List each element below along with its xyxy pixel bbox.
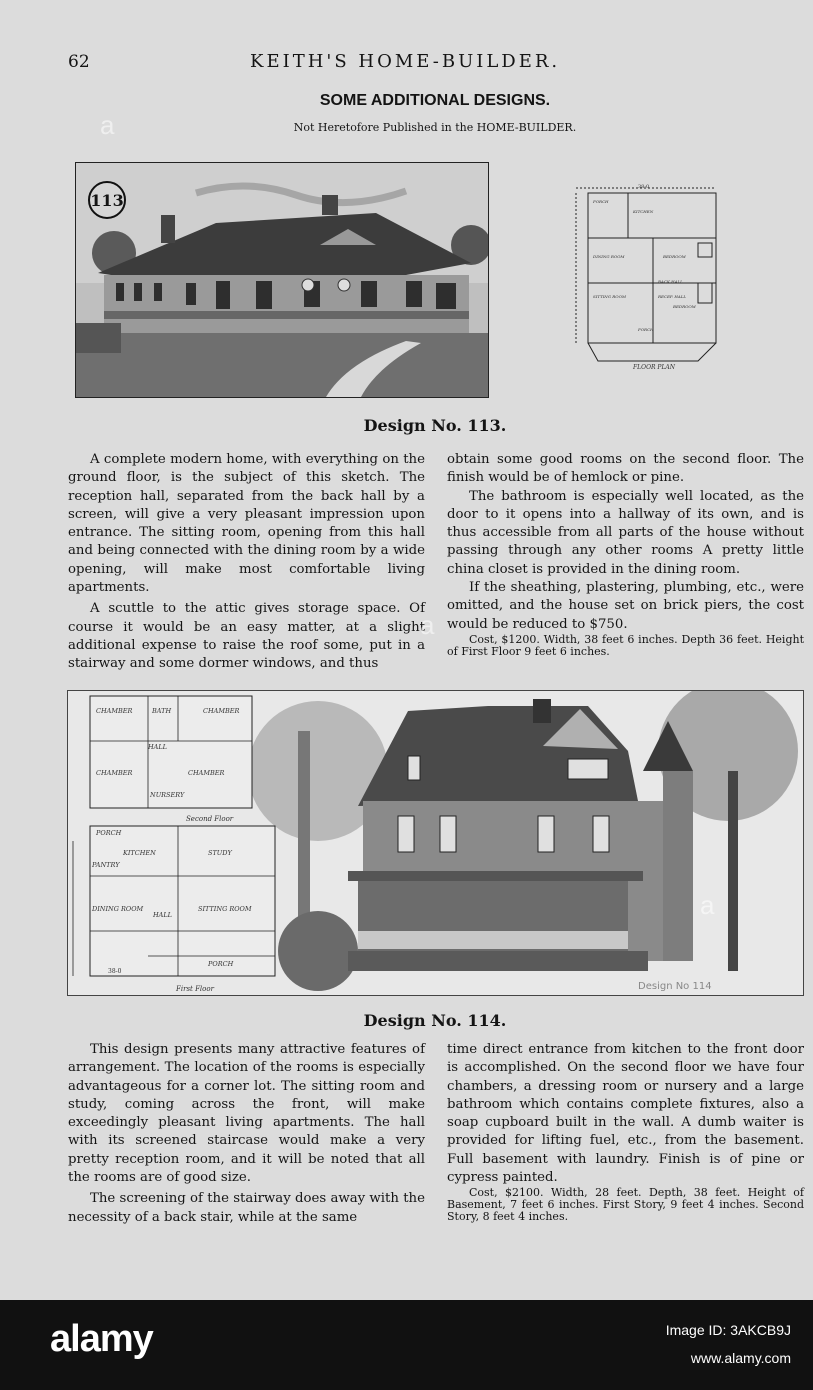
svg-text:CHAMBER: CHAMBER (96, 707, 133, 715)
paragraph: If the sheathing, plastering, plumbing, etc., were omitted, and the house set on brick piers, the cost would be reduced to $750. (447, 580, 804, 632)
paragraph: obtain some good rooms on the second floor. The finish would be of hemlock or pine. (447, 452, 804, 486)
svg-text:PORCH: PORCH (96, 829, 122, 837)
svg-text:PANTRY: PANTRY (92, 861, 120, 869)
plan-width: 38-0 (638, 184, 650, 190)
paragraph: The bathroom is especially well located, as the door to it opens into a hallway of its own, and is thus accessible from all parts of the house without passing through any other rooms A pretty little china closet is provided in the dining room. (447, 488, 804, 577)
bungalow-sketch (76, 163, 488, 397)
watermark-glyph: a (100, 110, 115, 140)
svg-text:BACK HALL: BACK HALL (658, 279, 683, 284)
svg-text:BATH: BATH (152, 707, 172, 715)
design-114-illustration (67, 690, 804, 996)
svg-text:HALL: HALL (153, 911, 172, 919)
page-number: 62 (68, 52, 90, 72)
cost-line: Cost, $1200. Width, 38 feet 6 inches. Depth 36 feet. Height of First Floor 9 feet 6 inches. (447, 632, 804, 658)
design-number-badge: 113 (88, 181, 126, 219)
house-and-plans-sketch (68, 691, 803, 995)
svg-text:SITTING ROOM: SITTING ROOM (593, 294, 626, 299)
design-114-right-column (447, 1041, 804, 1223)
design-113-heading: Design No. 113. (363, 416, 507, 435)
design-caption-overlay: Design No 114 (638, 981, 712, 992)
svg-text:KITCHEN: KITCHEN (633, 209, 654, 214)
svg-text:SITTING ROOM: SITTING ROOM (198, 905, 252, 913)
svg-text:DINING ROOM: DINING ROOM (593, 254, 625, 259)
svg-text:NURSERY: NURSERY (150, 791, 185, 799)
section-subtitle: Not Heretofore Published in the HOME-BUILDER. (293, 121, 577, 134)
svg-text:CHAMBER: CHAMBER (203, 707, 240, 715)
alamy-logo[interactable]: alamy (50, 1318, 153, 1360)
svg-text:PORCH: PORCH (208, 960, 234, 968)
design-114-left-column (68, 1041, 425, 1227)
svg-text:BEDROOM: BEDROOM (673, 304, 696, 309)
paragraph: A scuttle to the attic gives storage space. Of course it would be an easy matter, at a slight additional expense to raise the roof some, put in a stairway and some dormer windows, and thus (68, 601, 425, 672)
design-113-illustration (75, 162, 489, 398)
first-floor-label: First Floor (176, 985, 214, 993)
paragraph: The screening of the stairway does away with the necessity of a back stair, while at the same (68, 1191, 425, 1225)
design-113-right-column (447, 451, 804, 658)
design-113-floor-plan (568, 183, 720, 371)
plan-width: 38-0 (108, 968, 122, 975)
section-title: SOME ADDITIONAL DESIGNS. (319, 92, 551, 109)
paragraph: time direct entrance from kitchen to the front door is accomplished. On the second floor we have four chambers, a dressing room or nursery and a large bathroom which contains complete fixtures, also a soap cupboard built in the wall. A dumb waiter is provided for lifting fuel, etc., from the basement. Full basement with laundry. Finish is of pine or cypress painted. (447, 1042, 804, 1186)
svg-text:PORCH: PORCH (593, 199, 609, 204)
second-floor-label: Second Floor (186, 815, 234, 823)
svg-text:HALL: HALL (148, 743, 167, 751)
cost-line: Cost, $2100. Width, 28 feet. Depth, 38 feet. Height of Basement, 7 feet 6 inches. First Story, 9 feet 4 inches. Second Story, 8 feet 4 inches. (447, 1186, 804, 1224)
svg-text:CHAMBER: CHAMBER (96, 769, 133, 777)
stock-url-link[interactable]: www.alamy.com (690, 1350, 791, 1366)
svg-text:STUDY: STUDY (208, 849, 232, 857)
svg-text:DINING ROOM: DINING ROOM (92, 905, 144, 913)
svg-text:BEDROOM: BEDROOM (663, 254, 686, 259)
svg-text:RECEP. HALL: RECEP. HALL (658, 294, 687, 299)
image-id: Image ID: 3AKCB9J (665, 1322, 791, 1338)
paragraph: A complete modern home, with everything on the ground floor, is the subject of this sketch. The reception hall, separated from the back hall by a screen, will give a very pleasant impression upon entrance. The sitting room, opening from this hall and being connected with the dining room by a wide opening, will make most comfortable living apartments. (68, 452, 425, 596)
watermark-glyph: a (420, 610, 435, 640)
floor-plan-caption: FLOOR PLAN (633, 364, 676, 371)
svg-text:KITCHEN: KITCHEN (123, 849, 156, 857)
running-title: KEITH'S HOME-BUILDER. (250, 51, 561, 72)
svg-text:PORCH: PORCH (638, 327, 654, 332)
design-113-left-column (68, 451, 425, 674)
design-114-heading: Design No. 114. (363, 1011, 507, 1030)
watermark-glyph: a (700, 890, 715, 920)
svg-text:CHAMBER: CHAMBER (188, 769, 225, 777)
paragraph: This design presents many attractive features of arrangement. The location of the rooms is especially advantageous for a corner lot. The sitting room and study, coming across the front, will make exceedingly pleasant living apartments. The hall with its screened staircase would make a very pretty reception room, and it will be noted that all the rooms are of good size. (68, 1042, 425, 1186)
